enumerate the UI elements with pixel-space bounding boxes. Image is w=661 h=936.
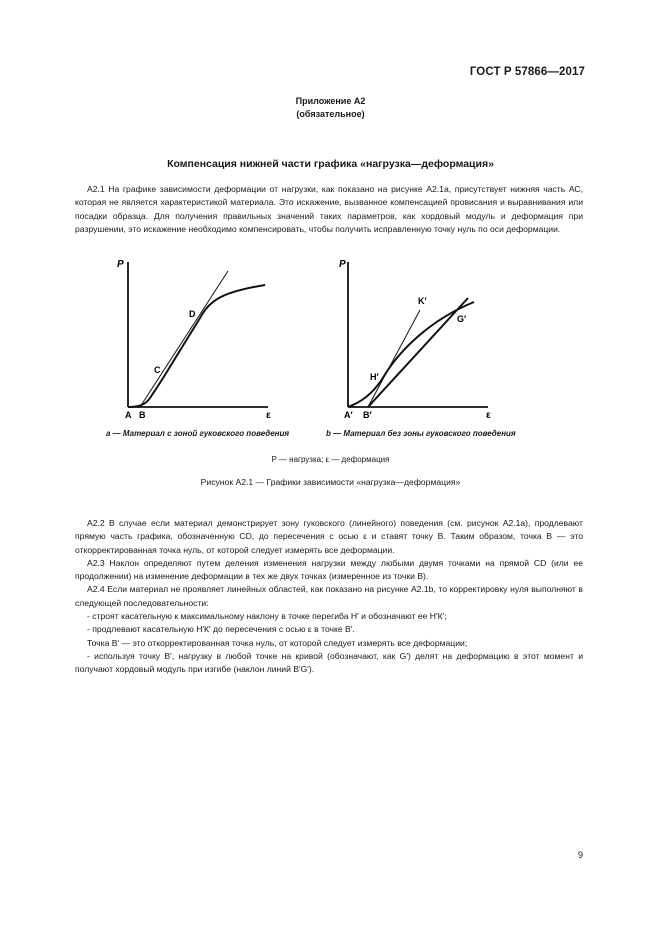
- plot-a-point-b: B: [139, 410, 146, 420]
- paragraph-a21-text: А2.1 На графике зависимости деформации от нагрузки, как показано на рисунке А2.1а, присутствует нижняя часть АС, которая не является характеристикой материала. Это искажение, вызванное компенсацией провисания и выравнивания или посадки образца. Для получения правильных значений таких параметров, как хордовый модуль и деформация при разрушении, это искажение необходимо компенсировать, чтобы получить исправленную точку нуль по оси деформации.: [75, 184, 583, 234]
- plot-b-point-k: K′: [418, 296, 427, 306]
- paragraph-a24-note: Точка В′ — это откорректированная точка нуль, от которой следует измерять все деформации;: [87, 637, 468, 648]
- plot-a: [100, 252, 290, 424]
- plot-a-point-d: D: [189, 309, 196, 319]
- annex-status: (обязательное): [296, 109, 365, 119]
- plot-a-caption: а — Материал с зоной гуковского поведения: [106, 429, 290, 438]
- paragraph-a24-item2: - продлевают касательную Н′К′ до пересечения с осью ε в точке В′.: [87, 624, 355, 635]
- section-title: Компенсация нижней части графика «нагрузка—деформация»: [167, 158, 494, 170]
- paragraph-a24-item3: - используя точку В′, нагрузку в любой точке на кривой (обозначают, как G′) делят на деформацию в этот момент и получают хордовый модуль при изгибе (наклон линий В′G′).: [75, 650, 583, 675]
- paragraph-a23: А2.3 Наклон определяют путем деления изменения нагрузки между любыми двумя точками на прямой CD (или ее продолжении) на изменение деформации в тех же двух точках (измеренное из точки В).: [75, 557, 583, 582]
- plot-b-curve: [348, 302, 474, 407]
- plot-b-point-a: A′: [344, 410, 353, 420]
- plot-b-point-b: B′: [363, 410, 372, 420]
- paragraph-a24-item1: - строят касательную к максимальному наклону в точке перегиба Н′ и обозначают ее Н′К′;: [87, 611, 447, 622]
- plot-a-point-a: A: [125, 410, 132, 420]
- plot-a-y-label: P: [117, 259, 124, 270]
- annex-title: Приложение А2: [295, 96, 366, 106]
- document-number: ГОСТ Р 57866—2017: [469, 66, 585, 78]
- plot-a-point-c: C: [154, 365, 161, 375]
- plot-b-point-h: H′: [370, 372, 379, 382]
- plot-a-x-label: ε: [266, 410, 271, 421]
- paragraph-a21: [75, 183, 583, 236]
- plot-b-point-g: G′: [457, 314, 467, 324]
- plot-a-curve: [128, 285, 265, 407]
- paragraphs-a22-a24: [75, 517, 583, 677]
- plot-b-y-label: P: [339, 259, 346, 270]
- figure-caption: Рисунок А2.1 — Графики зависимости «нагрузка—деформация»: [200, 477, 461, 487]
- plot-a-tangent: [140, 271, 228, 407]
- paragraph-a22: А2.2 В случае если материал демонстрирует зону гуковского (линейного) поведения (см. рисунок А2.1а), продлевают прямую часть графика, обозначенную CD, до пересечения с осью ε и ставят точку В. Таким образом, точка В — это откорректированная точка нуль, от которой следует измерять все деформации.: [75, 518, 583, 555]
- plot-b-x-label: ε: [486, 410, 491, 421]
- paragraph-a24: А2.4 Если материал не проявляет линейных областей, как показано на рисунке А2.1b, то корректировку нуля выполняют в следующей последовательности:: [75, 584, 583, 608]
- figure-legend: P — нагрузка; ε — деформация: [271, 455, 390, 464]
- plot-b: [318, 252, 508, 424]
- plot-b-caption: b — Материал без зоны гуковского поведения: [326, 429, 516, 438]
- page-number: 9: [577, 850, 583, 860]
